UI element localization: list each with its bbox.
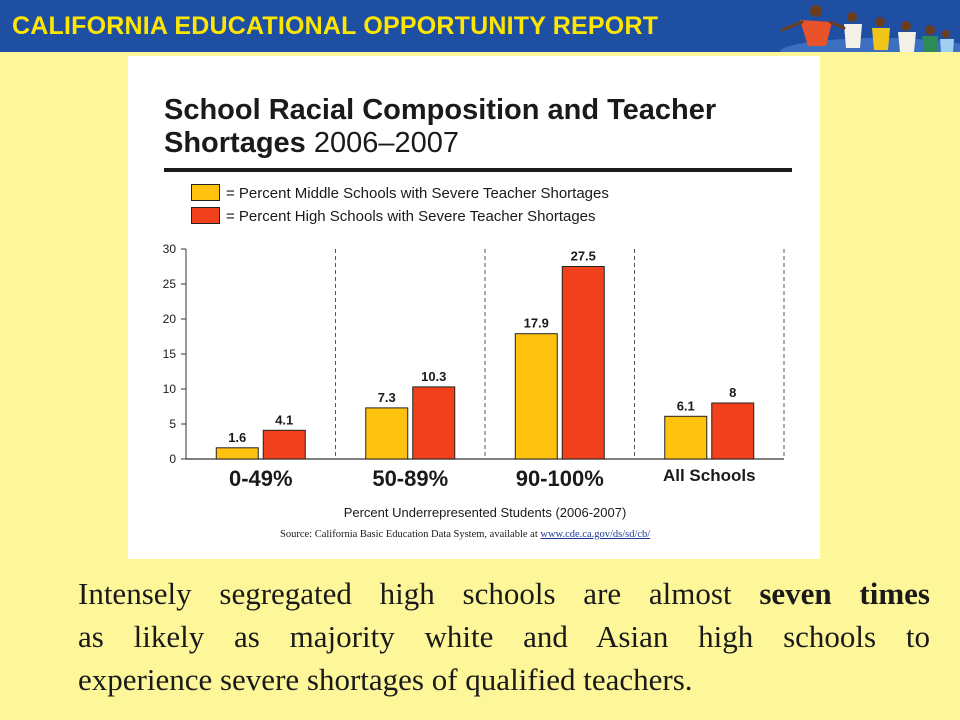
- caption-line-3: experience severe shortages of qualified teachers.: [78, 662, 693, 697]
- bar-high-schools: [263, 430, 305, 459]
- caption-text: [78, 572, 930, 701]
- chart-panel: [128, 56, 820, 559]
- legend-label-high-schools: = Percent High Schools with Severe Teacher Shortages: [226, 208, 596, 225]
- bar-high-schools: [562, 267, 604, 460]
- data-label: 6.1: [676, 398, 695, 414]
- chart-title-years: 2006–2007: [313, 127, 460, 159]
- bar-middle-schools: [665, 416, 707, 459]
- data-label: 17.9: [523, 315, 549, 331]
- report-title: CALIFORNIA EDUCATIONAL OPPORTUNITY REPORT: [12, 12, 659, 40]
- y-tick-label: 5: [169, 417, 176, 431]
- source-text: Source: California Basic Education Data System, available at: [280, 529, 541, 540]
- source-note: [280, 529, 650, 540]
- x-axis-label: Percent Underrepresented Students (2006-2007): [343, 505, 627, 520]
- data-label: 27.5: [570, 248, 596, 264]
- y-tick-label: 30: [162, 242, 176, 256]
- y-tick-label: 15: [162, 347, 176, 361]
- header-banner: [0, 0, 960, 52]
- category-label: 50-89%: [372, 466, 449, 491]
- y-tick-label: 20: [162, 312, 176, 326]
- caption-emphasis: seven times: [759, 576, 930, 611]
- caption-line-2: as likely as majority white and Asian high schools to: [78, 619, 930, 654]
- bar-chart: [128, 56, 820, 559]
- source-link[interactable]: www.cde.ca.gov/ds/sd/cb/: [540, 529, 651, 540]
- bar-high-schools: [712, 403, 754, 459]
- data-label: 1.6: [228, 429, 247, 445]
- y-tick-label: 0: [169, 452, 176, 466]
- category-label: 0-49%: [228, 466, 293, 491]
- y-tick-label: 25: [162, 277, 176, 291]
- data-label: 4.1: [275, 412, 294, 428]
- y-tick-label: 10: [162, 382, 176, 396]
- caption-line-1: [78, 572, 930, 615]
- data-label: 10.3: [421, 368, 447, 384]
- bar-middle-schools: [216, 448, 258, 459]
- data-label: 7.3: [377, 389, 396, 405]
- legend-label-middle-schools: = Percent Middle Schools with Severe Teacher Shortages: [226, 185, 609, 202]
- category-label: All Schools: [662, 466, 756, 485]
- category-label: 90-100%: [515, 466, 604, 491]
- bar-middle-schools: [366, 408, 408, 459]
- caption-line-1-text: Intensely segregated high schools are almost: [78, 576, 760, 611]
- students-photo-icon: [760, 0, 960, 52]
- data-label: 8: [729, 385, 737, 400]
- bar-middle-schools: [515, 334, 557, 459]
- chart-title-main: School Racial Composition and Teacher Shortages: [164, 94, 717, 159]
- bar-high-schools: [413, 387, 455, 459]
